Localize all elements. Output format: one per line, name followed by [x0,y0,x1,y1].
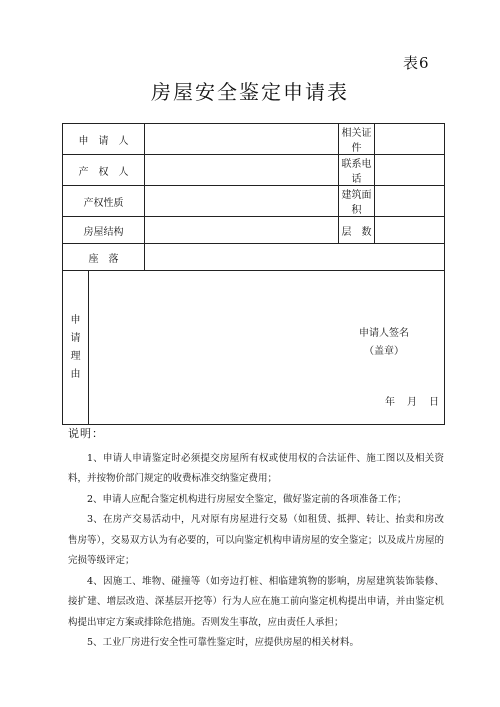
notes-section [68,424,444,654]
property-nature-label: 产权性质 [63,186,145,217]
reason-label: 申请理由 [70,314,81,380]
structure-label: 房屋结构 [63,217,145,244]
floor-area-field[interactable] [375,186,445,217]
signature-label: 申请人签名 [359,328,409,339]
seal-label: （盖章） [364,346,404,357]
floor-area-label: 建筑面积 [339,186,375,217]
owner-label: 产 权 人 [63,155,145,186]
note-item: 2、申请人应配合鉴定机构进行房屋安全鉴定，做好鉴定前的各项准备工作； [87,493,407,505]
structure-field[interactable] [145,217,339,244]
notes-heading: 说明： [68,427,104,440]
floors-label: 层 数 [339,217,375,244]
related-certificate-label: 相关证件 [339,124,375,155]
contact-phone-field[interactable] [375,155,445,186]
date-label: 年 月 日 [385,397,440,408]
related-certificate-field[interactable] [375,124,445,155]
reason-field[interactable] [89,271,445,425]
note-item: 4、因施工、堆物、碰撞等（如旁边打桩、相临建筑物的影响，房屋建筑装饰装修、接扩建、增层改造、深基层开挖等）行为人应在施工前向鉴定机构提出申请，并由鉴定机构提出审定方案或排除危措施。否则发生事故，应由责任人承担； [68,575,444,628]
application-form-table [62,123,445,425]
owner-field[interactable] [145,155,339,186]
contact-phone-label: 联系电话 [339,155,375,186]
note-item: 1、申请人申请鉴定时必须提交房屋所有权或使用权的合法证件、施工图以及相关资料，并按物价部门规定的收费标准交纳鉴定费用； [68,452,444,484]
floors-field[interactable] [375,217,445,244]
note-item: 3、在房产交易活动中，凡对原有房屋进行交易（如租赁、抵押、转让、抬卖和房改售房等），交易双方认为有必要的，可以向鉴定机构申请房屋的安全鉴定；以及成片房屋的完损等级评定； [68,514,444,566]
applicant-field[interactable] [145,124,339,155]
form-number: 表6 [403,54,430,72]
signature-block [339,325,429,361]
property-nature-field[interactable] [145,186,339,217]
location-label: 座 落 [63,244,145,271]
reason-label-cell [63,271,89,425]
applicant-label: 申 请 人 [63,124,145,155]
page-title: 房屋安全鉴定申请表 [151,80,349,104]
location-field[interactable] [145,244,445,271]
note-item: 5、工业厂房进行安全性可靠性鉴定时，应提供房屋的相关材料。 [87,637,360,648]
